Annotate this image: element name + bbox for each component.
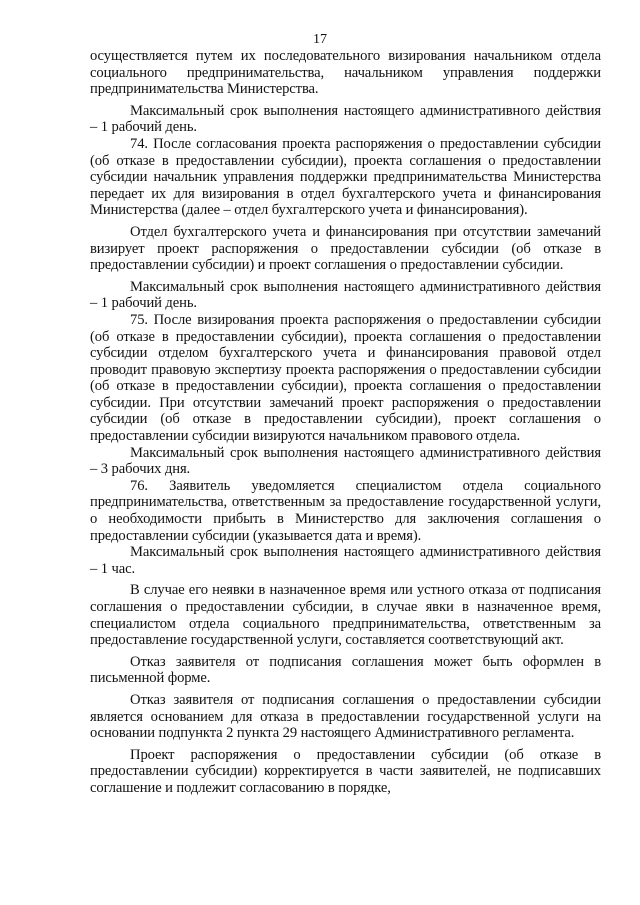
paragraph-refusal-basis: Отказ заявителя от подписания соглашения о предоставлении субсидии является основанием для отказа в предоставлении государственной услуги на основании подпункта 2 пункта 29 настоящего Административного регламента. (90, 691, 601, 742)
paragraph-continuation: осуществляется путем их последовательного визирования начальником отдела социального предпринимательства, начальником управления поддержки предпринимательства Министерства. (90, 48, 601, 98)
paragraph-item-75: 75. После визирования проекта распоряжения о предоставлении субсидии (об отказе в предоставлении субсидии), проекта соглашения о предоставлении субсидии отделом бухгалтерского учета и финансирования правовой отдел проводит правовую экспертизу проекта распоряжения о предоставлении субсидии (об отказе в предоставлении субсидии), проекта соглашения о предоставлении субсидии. При отсутствии замечаний проект распоряжения о предоставлении субсидии (об отказе в предоставлении субсидии), проект соглашения о предоставлении субсидии визируются начальником правового отдела. (90, 311, 601, 445)
paragraph-deadline: Максимальный срок выполнения настоящего административного действия – 1 рабочий день. (90, 102, 601, 136)
page-number: 17 (313, 32, 327, 47)
paragraph-deadline: Максимальный срок выполнения настоящего административного действия – 1 час. (90, 544, 601, 577)
document-body (90, 48, 601, 797)
paragraph-deadline: Максимальный срок выполнения настоящего административного действия – 1 рабочий день. (90, 278, 601, 312)
paragraph-draft-correction: Проект распоряжения о предоставлении субсидии (об отказе в предоставлении субсидии) корректируется в части заявителей, не подписавших соглашение и подлежит согласованию в порядке, (90, 746, 601, 796)
paragraph-written-refusal: Отказ заявителя от подписания соглашения может быть оформлен в письменной форме. (90, 653, 601, 687)
paragraph-item-74: 74. После согласования проекта распоряжения о предоставлении субсидии (об отказе в предоставлении субсидии), проекта соглашения о предоставлении субсидии начальник управления поддержки предпринимательства Министерства передает их для визирования в отдел бухгалтерского учета и финансирования Министерства (далее – отдел бухгалтерского учета и финансирования). (90, 135, 601, 219)
paragraph-accounting-approval: Отдел бухгалтерского учета и финансирования при отсутствии замечаний визирует проект распоряжения о предоставлении субсидии (об отказе в предоставлении субсидии) и проект соглашения о предоставлении субсидии. (90, 223, 601, 274)
paragraph-deadline: Максимальный срок выполнения настоящего административного действия – 3 рабочих дня. (90, 444, 601, 478)
paragraph-item-76: 76. Заявитель уведомляется специалистом отдела социального предпринимательства, ответственным за предоставление государственной услуги, о необходимости прибыть в Министерство для заключения соглашения о предоставлении субсидии (указывается дата и время). (90, 477, 601, 544)
paragraph-no-show-act: В случае его неявки в назначенное время или устного отказа от подписания соглашения о предоставлении субсидии, в случае явки в назначенное время, специалистом отдела социального предпринимательства, ответственным за предоставление государственной услуги, составляется соответствующий акт. (90, 582, 601, 649)
